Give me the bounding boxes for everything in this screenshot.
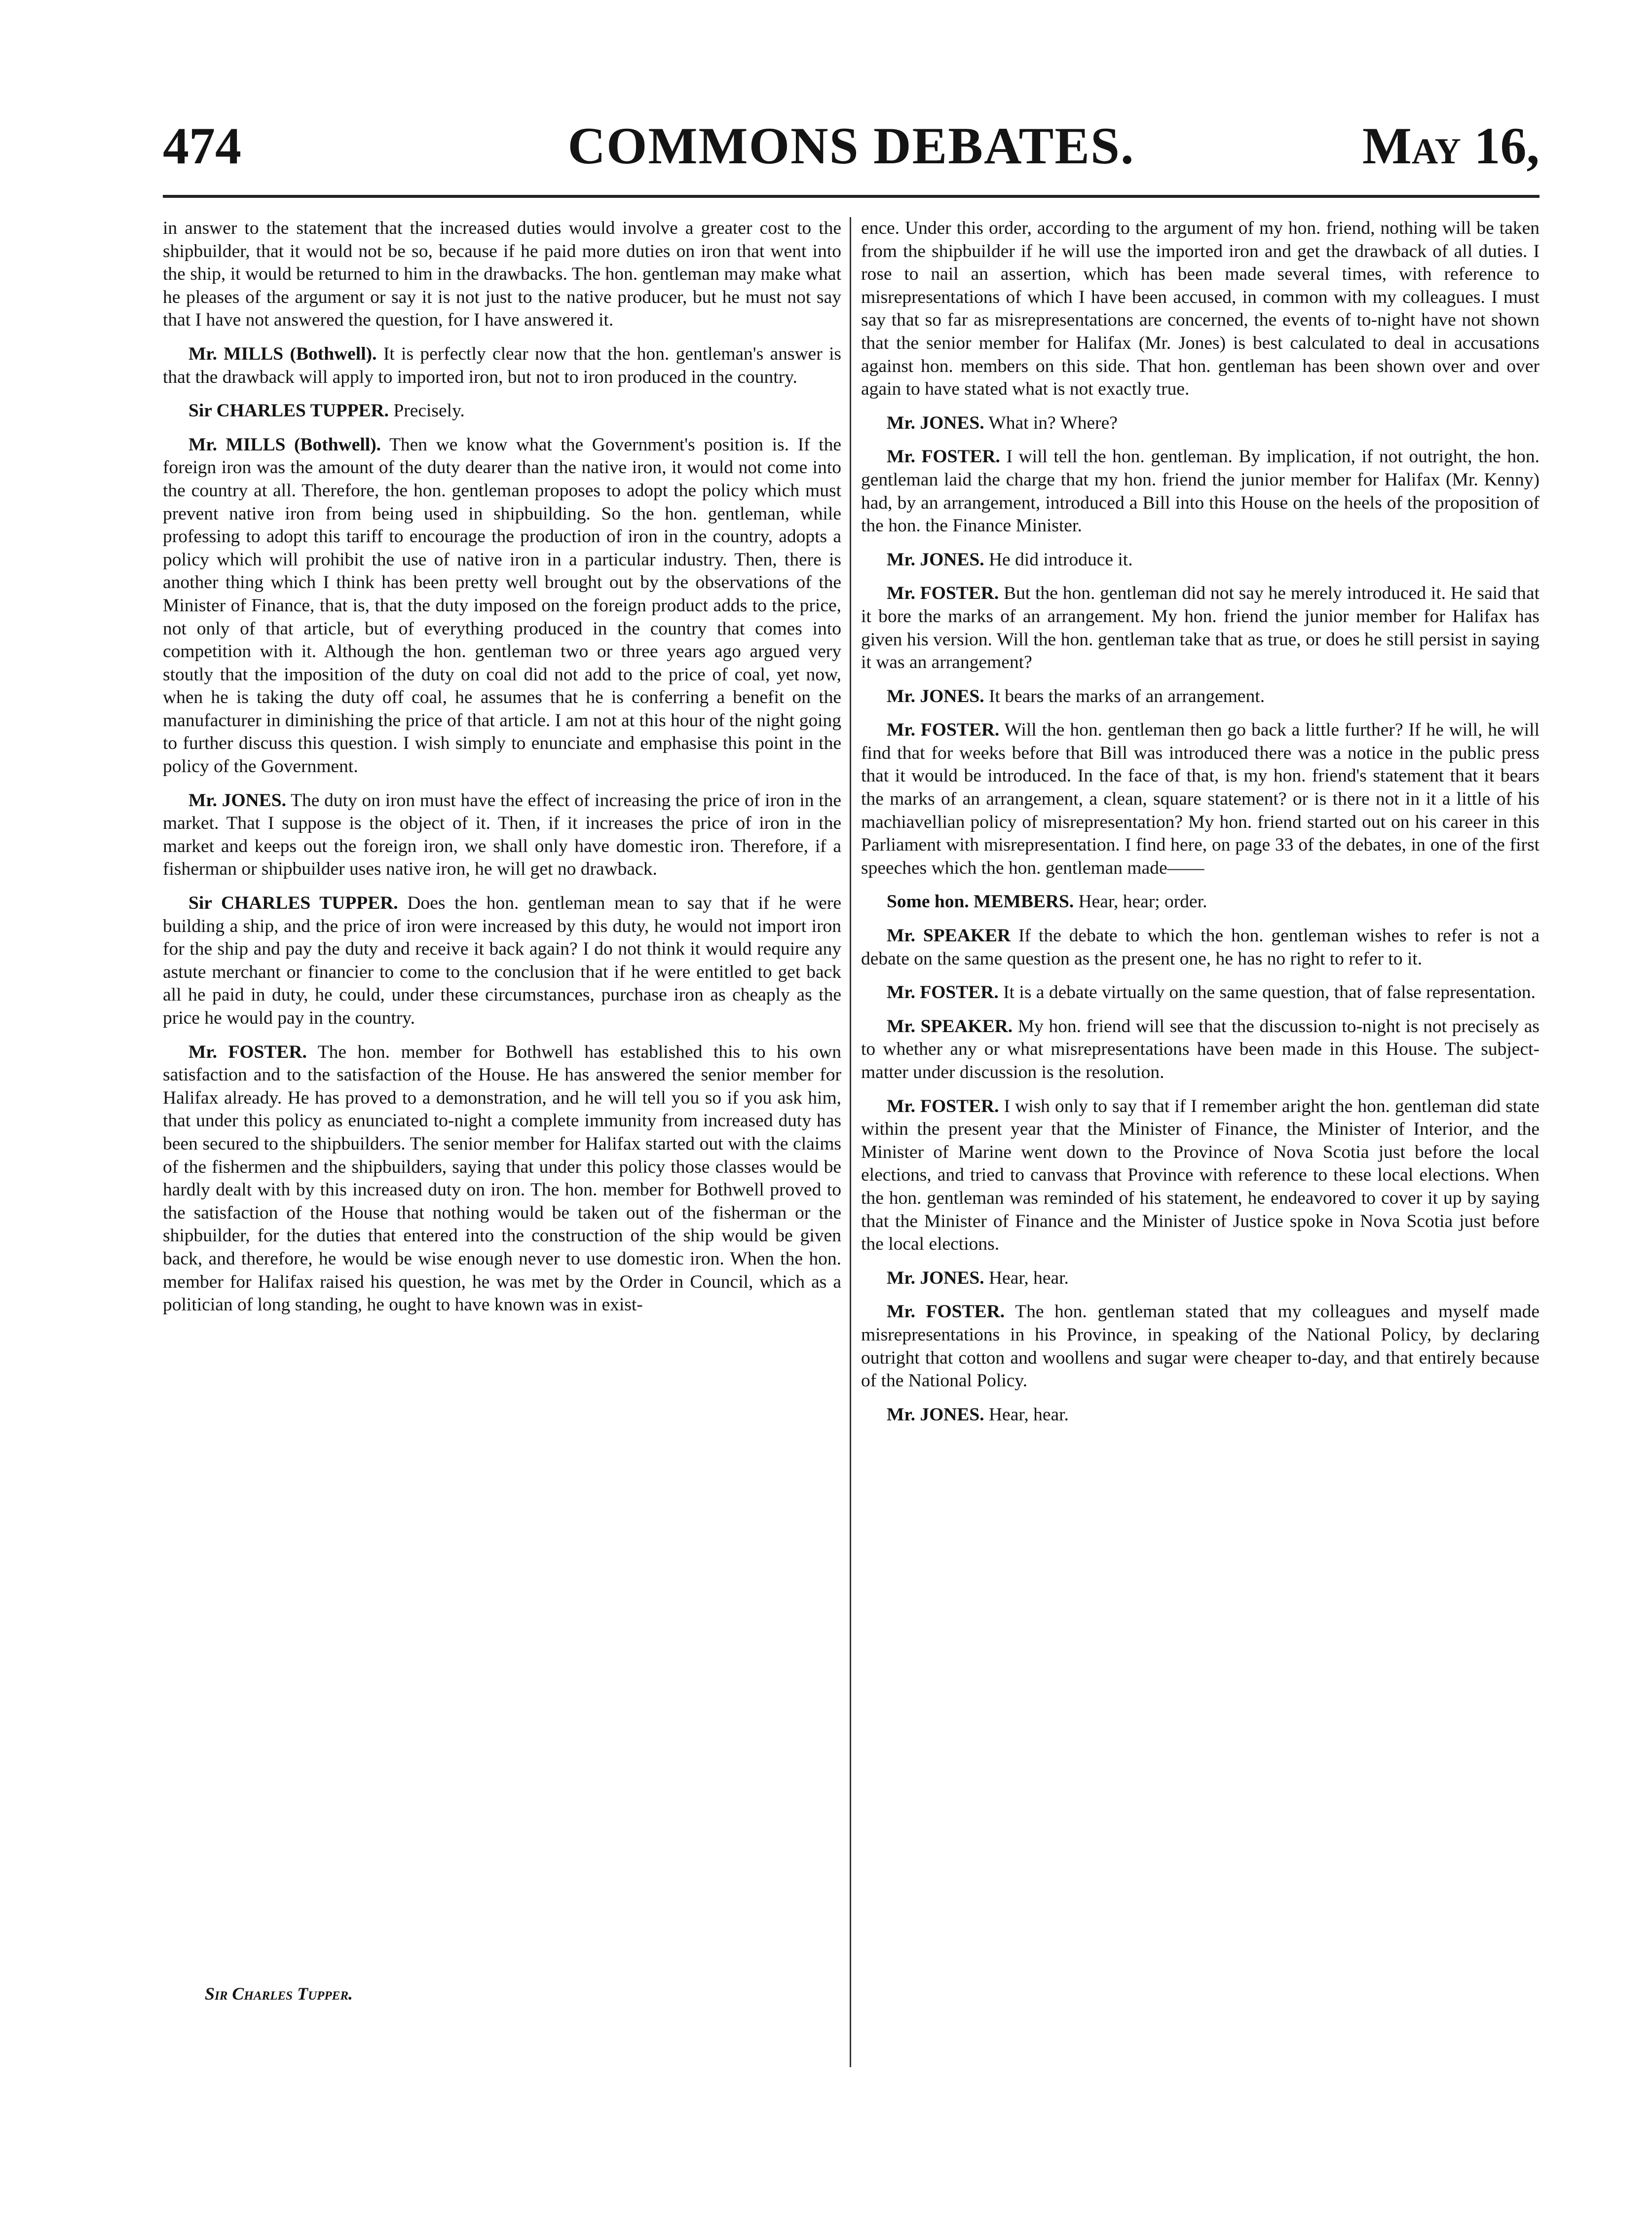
paragraph — [861, 1404, 1539, 1427]
paragraph-text: It bears the marks of an arrangement. — [988, 686, 1265, 706]
speaker-name: Mr. FOSTER. — [887, 446, 1000, 467]
speaker-name: Mr. JONES. — [887, 686, 984, 706]
speaker-name: Sir CHARLES TUPPER. — [188, 893, 398, 914]
speaker-name: Mr. FOSTER. — [887, 720, 1000, 741]
paragraph — [861, 549, 1539, 572]
right-column — [861, 217, 1539, 1437]
paragraph — [861, 446, 1539, 537]
footer-speaker-name: Sir Charles Tupper. — [205, 1984, 353, 2004]
paragraph-text: in answer to the statement that the increased duties would involve a greater cost to the shipbuilder, that it would not be so, because if he paid more duties on iron that went into the ship, it would be returned to him in the drawbacks. The hon. gentleman may make what he pleases of the argument or say it is not just to the native producer, but he must not say that I have not answered the question, for I have answered it. — [163, 218, 841, 331]
paragraph-text: The hon. member for Bothwell has established this to his own satisfaction and to the satisfaction of the House. He has answered the senior member for Halifax already. He has proved to a demonstration, and he will tell you so if you ask him, that under this policy as enunciated to-night a complete immunity from increased duty has been secured to the shipbuilders. The senior member for Halifax started out with the claims of the fishermen and the shipbuilders, saying that under this policy those classes would be hardly dealt with by this increased duty on iron. The hon. member for Bothwell proved to the satisfaction of the House that nothing would be taken out of the fisherman or the shipbuilder, for the duties that entered into the construction of the ship would be given back, and therefore, he would be wise enough never to use domestic iron. When the hon. member for Halifax raised his question, he was met by the Order in Council, which as a politician of long standing, he ought to have known was in exist- — [163, 1041, 841, 1315]
paragraph-text: Hear, hear. — [988, 1404, 1069, 1425]
header-date: May 16, — [1362, 117, 1539, 175]
speaker-name: Some hon. MEMBERS. — [887, 892, 1074, 912]
speaker-name: Sir CHARLES TUPPER. — [188, 401, 389, 421]
paragraph — [861, 217, 1539, 401]
paragraph — [861, 719, 1539, 880]
speaker-name: Mr. FOSTER. — [887, 982, 999, 1003]
paragraph-text: The duty on iron must have the effect of increasing the price of iron in the market. That I suppose is the object of it. Then, if it increases the price of iron in the market and keeps out the foreign iron, we shall only have domestic iron. Therefore, if a fisherman or shipbuilder uses native iron, he will get no drawback. — [163, 790, 841, 880]
speaker-name: Mr. JONES. — [188, 790, 286, 811]
paragraph — [163, 343, 841, 389]
speaker-name: Mr. FOSTER. — [887, 583, 999, 604]
paragraph-text: ence. Under this order, according to the argument of my hon. friend, nothing will be taken from the shipbuilder if he will use the imported iron and get the drawback of all duties. I rose to nail an assertion, which has been made several times, with reference to misrepresentations of which I have been accused, in common with my colleagues. I must say that so far as misrepresentations are concerned, the events of to-night have not shown that the senior member for Halifax (Mr. Jones) is best calculated to deal in accusations against hon. members on this side. That hon. gentleman has been shown over and over again to have stated what is not exactly true. — [861, 218, 1539, 400]
paragraph-text: What in? Where? — [988, 412, 1118, 433]
publication-title: COMMONS DEBATES. — [567, 117, 1135, 175]
paragraph-text: Then we know what the Government's position is. If the foreign iron was the amount of the duty dearer than the native iron, it would not come into the country at all. Therefore, the hon. gentleman proposes to adopt the policy which must prevent native iron from being used in shipbuilding. So the hon. gentleman, while professing to adopt this tariff to encourage the production of iron in the country, adopts a policy which will prohibit the use of native iron in a particular industry. Then, there is another thing which I think has been pretty well brought out by the observations of the Minister of Finance, that is, that the duty imposed on the foreign product adds to the price, not only of that article, but of everything produced in the country that comes into competition with it. Although the hon. gentleman two or three years ago argued very stoutly that the imposition of the duty on coal did not add to the price of coal, yet now, when he is taking the duty off coal, he assumes that he is conferring a benefit on the manufacturer in diminishing the price of that article. I am not at this hour of the night going to further discuss this question. I wish simply to enunciate and emphasise this point in the policy of the Government. — [163, 434, 841, 777]
speaker-name: Mr. JONES. — [887, 1404, 984, 1425]
speaker-name: Mr. SPEAKER — [887, 926, 1011, 946]
speaker-name: Mr. FOSTER. — [188, 1041, 307, 1062]
page-header — [163, 116, 1539, 190]
paragraph — [861, 891, 1539, 914]
speaker-name: Mr. FOSTER. — [887, 1301, 1005, 1322]
paragraph — [163, 434, 841, 779]
paragraph-text: It is a debate virtually on the same question, that of false representation. — [1003, 982, 1536, 1003]
paragraph — [861, 685, 1539, 708]
paragraph — [163, 892, 841, 1030]
column-divider — [850, 217, 851, 2067]
paragraph-text: He did introduce it. — [988, 549, 1133, 570]
paragraph-text: I wish only to say that if I remember aright the hon. gentleman did state within the present year that the Minister of Finance, the Minister of Interior, and the Minister of Marine went down to the Province of Nova Scotia just before the local elections, and tried to canvass that Province with reference to these local elections. When the hon. gentleman was reminded of his statement, he endeavored to cover it up by saying that the Minister of Finance and the Minister of Justice spoke in Nova Scotia just before the local elections. — [861, 1096, 1540, 1255]
paragraph — [861, 981, 1539, 1004]
paragraph — [163, 217, 841, 332]
header-rule — [163, 195, 1539, 198]
paragraph-text: Will the hon. gentleman then go back a little further? If he will, he will find that for weeks before that Bill was introduced there was a notice in the public press that it would be introduced. In the face of that, is my hon. friend's statement that it bears the marks of an arrangement, a clean, square statement? or is there not in it a little of his machiavellian policy of misrepresentation? My hon. friend started out on his career in this Parliament with misrepresentation. I find here, on page 33 of the debates, in one of the first speeches which the hon. gentleman made—— — [861, 720, 1539, 878]
speaker-name: Mr. JONES. — [887, 549, 984, 570]
paragraph-text: My hon. friend will see that the discussion to-night is not precisely as to whether any or what misrepresentations have been made in this House. The subject-matter under discussion is the resolution. — [861, 1016, 1539, 1082]
paragraph — [861, 412, 1539, 435]
paragraph-text: Does the hon. gentleman mean to say that if he were building a ship, and the price of iron were increased by this duty, he would not import iron for the ship and pay the duty and receive it back again? I do not think it would require any astute merchant or financier to come to the conclusion that if he were entitled to get back all he paid in duty, he could, under these circumstances, purchase iron as cheaply as the price he would pay in the country. — [163, 893, 842, 1028]
paragraph — [163, 789, 841, 881]
paragraph-text: I will tell the hon. gentleman. By implication, if not outright, the hon. gentleman laid the charge that my hon. friend the junior member for Halifax (Mr. Kenny) had, by an arrangement, introduced a Bill into this House on the heels of the proposition of the hon. the Finance Minister. — [861, 446, 1539, 536]
left-column — [163, 217, 841, 1328]
speaker-name: Mr. MILLS (Bothwell). — [188, 434, 381, 455]
speaker-name: Mr. MILLS (Bothwell). — [188, 343, 377, 364]
speaker-name: Mr. FOSTER. — [887, 1096, 999, 1116]
speaker-name: Mr. SPEAKER. — [887, 1016, 1013, 1037]
paragraph-text: The hon. gentleman stated that my colleagues and myself made misrepresentations in his Province, in speaking of the National Policy, by declaring outright that cotton and woollens and sugar were cheaper to-day, and that entirely because of the National Policy. — [861, 1301, 1539, 1391]
paragraph — [861, 1267, 1539, 1290]
page-number: 474 — [163, 117, 241, 175]
paragraph-text: Hear, hear. — [988, 1267, 1069, 1288]
paragraph — [163, 1041, 841, 1317]
paragraph — [861, 925, 1539, 970]
paragraph-text: But the hon. gentleman did not say he merely introduced it. He said that it bore the marks of an arrangement. My hon. friend the junior member for Halifax has given his version. Will the hon. gentleman take that as true, or does he still persist in saying it was an arrangement? — [861, 583, 1539, 673]
paragraph — [861, 1095, 1539, 1256]
paragraph-text: Hear, hear; order. — [1078, 892, 1207, 912]
paragraph — [861, 1015, 1539, 1084]
paragraph-text: Precisely. — [393, 401, 465, 421]
paragraph-text: It is perfectly clear now that the hon. gentleman's answer is that the drawback will apply to imported iron, but not to iron produced in the country. — [163, 343, 842, 387]
paragraph — [163, 400, 841, 423]
speaker-name: Mr. JONES. — [887, 412, 984, 433]
paragraph — [861, 1301, 1539, 1392]
paragraph-text: If the debate to which the hon. gentleman wishes to refer is not a debate on the same question as the present one, he has no right to refer to it. — [861, 926, 1539, 969]
speaker-name: Mr. JONES. — [887, 1267, 984, 1288]
paragraph — [861, 582, 1539, 674]
